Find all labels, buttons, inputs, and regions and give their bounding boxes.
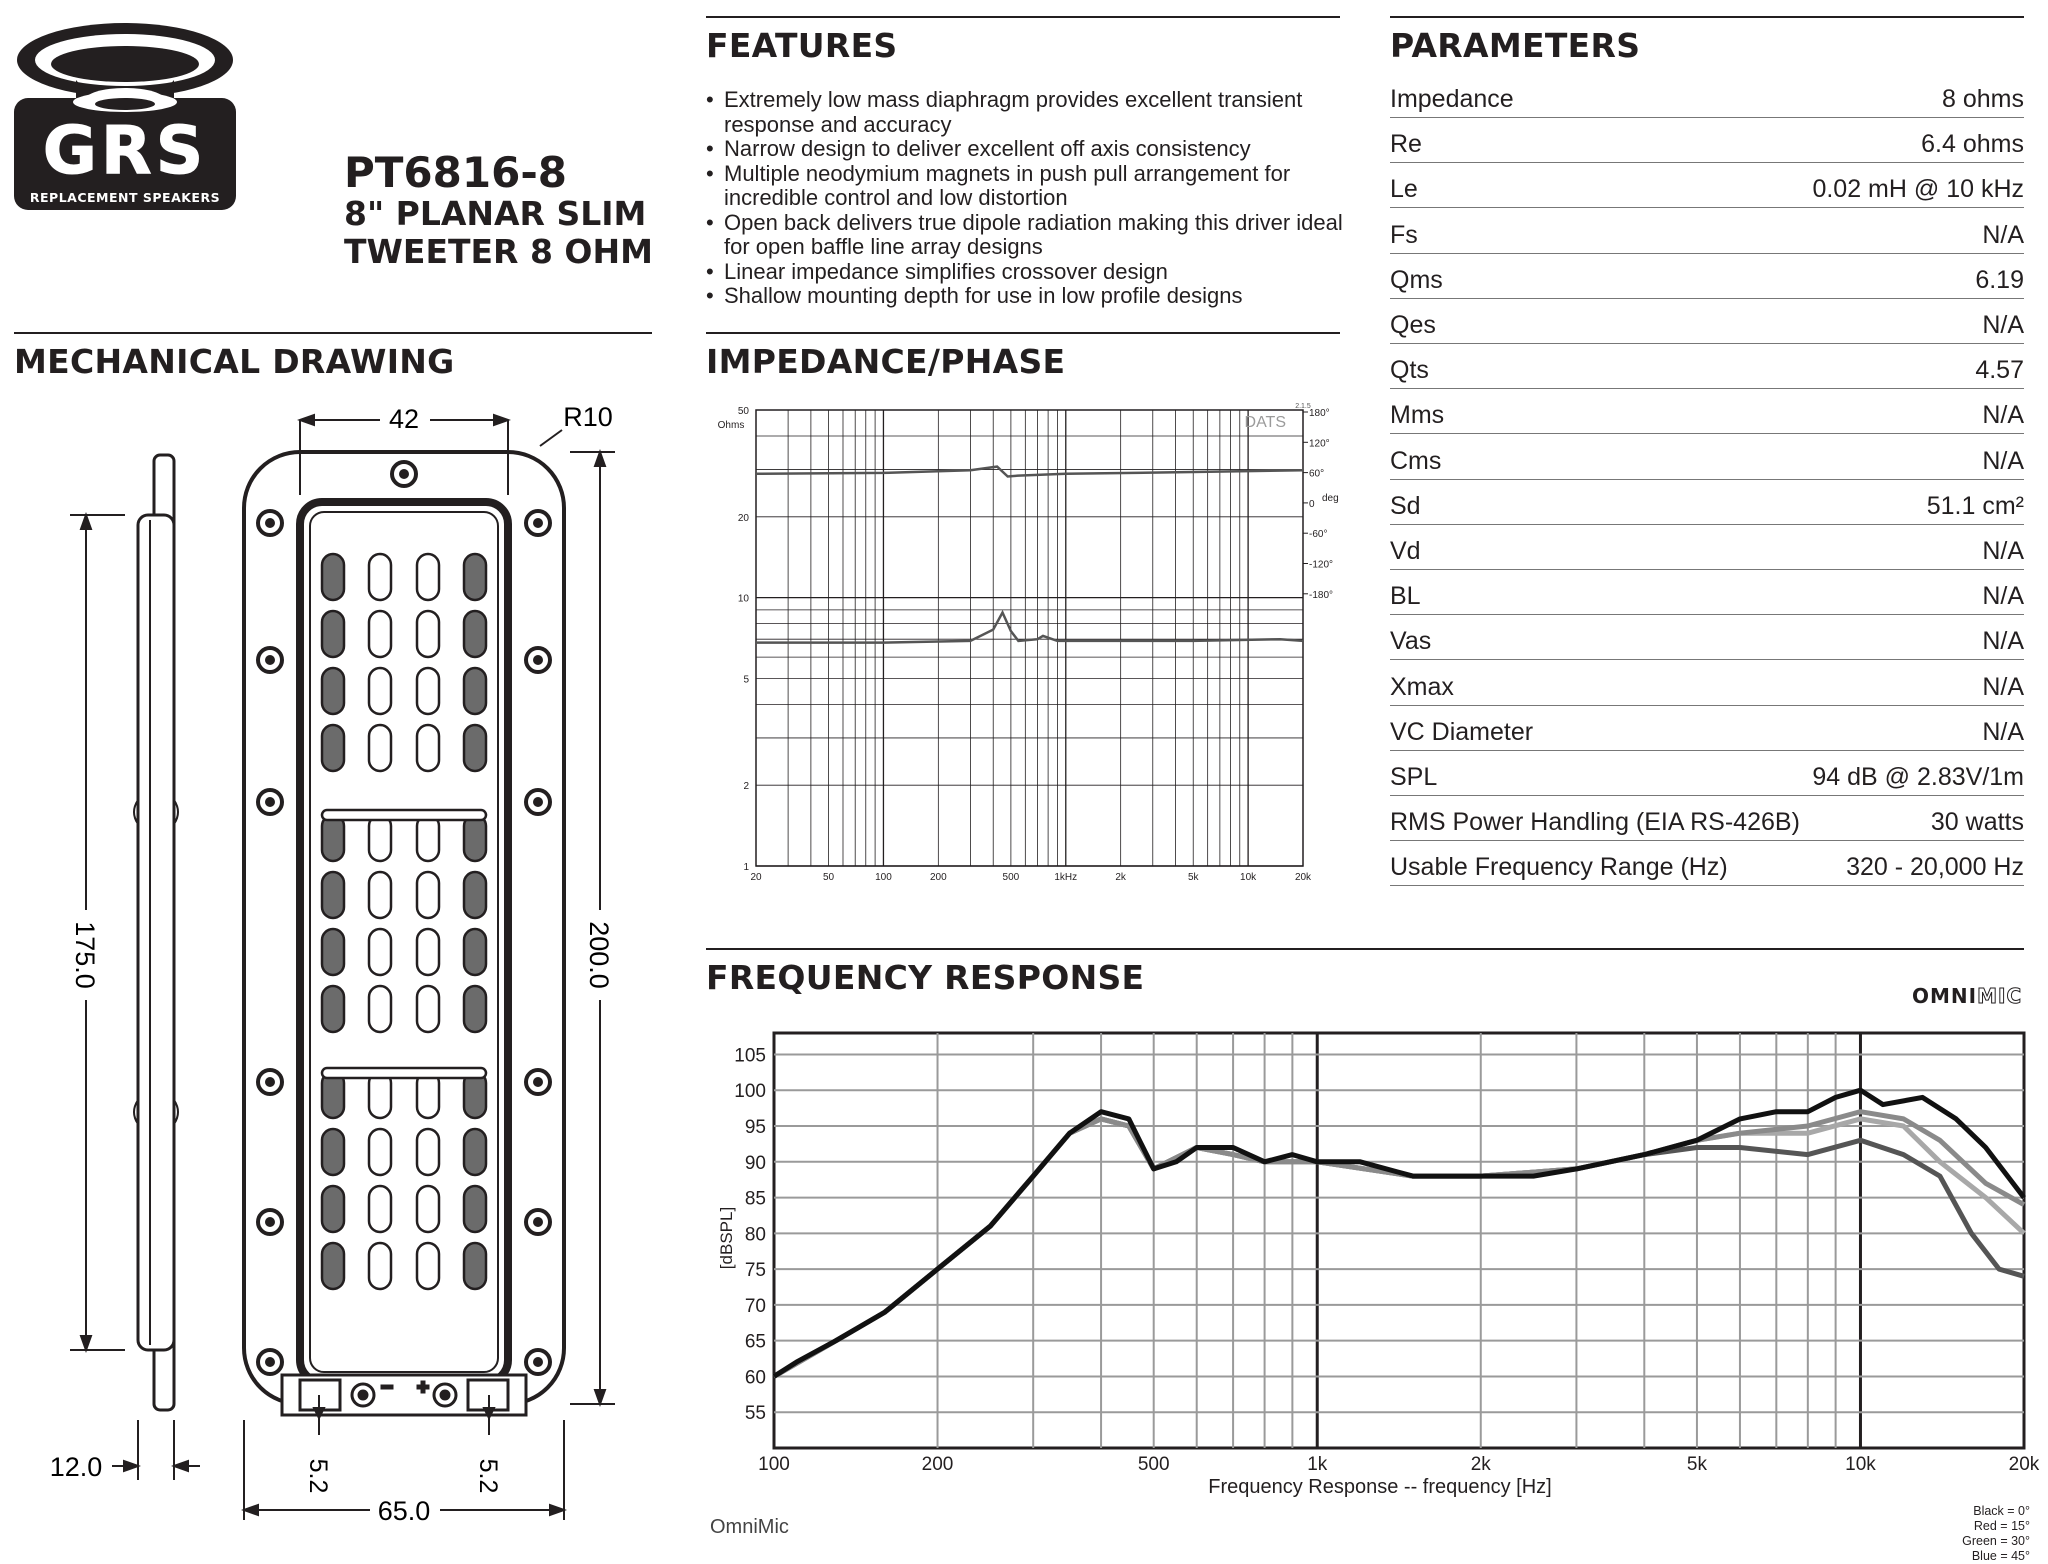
impedance-y-tick: 20 (737, 512, 749, 524)
frequency-chart (700, 1000, 2048, 1542)
parameter-label: Le (1390, 175, 1418, 204)
parameter-value: N/A (1982, 311, 2024, 339)
grille-slot (417, 1243, 439, 1289)
phase-curve (756, 467, 1303, 477)
mounting-hole-center (265, 655, 275, 665)
grs-logo (14, 20, 236, 212)
omnimic-brand-b: MIC (1977, 984, 2023, 1008)
grille-slot (417, 986, 439, 1032)
parameter-value: 320 - 20,000 Hz (1846, 853, 2024, 882)
grille-slot (464, 611, 486, 657)
grille-slot (464, 815, 486, 861)
legend-item: Red = 15° (1973, 1519, 2030, 1533)
dim-width-bottom: 65.0 (377, 1496, 431, 1526)
frequency-xlabel: Frequency Response -- frequency [Hz] (1208, 1476, 1552, 1498)
dim-height-outer: 200.0 (584, 921, 614, 989)
parameter-row (1390, 711, 2024, 751)
phase-y-tick: -120° (1309, 559, 1334, 571)
impedance-y-tick: 10 (737, 593, 749, 605)
grille-slot (464, 986, 486, 1032)
mounting-hole-center (533, 1077, 543, 1087)
grille-slot (464, 1129, 486, 1175)
impedance-y-tick: 2 (743, 781, 749, 793)
parameter-value: N/A (1982, 582, 2024, 611)
mounting-hole-center (533, 797, 543, 807)
parameter-value: 8 ohms (1942, 85, 2024, 113)
impedance-unit-left: Ohms (717, 420, 745, 431)
mechanical-heading: MECHANICAL DRAWING (14, 342, 455, 381)
grille-slot (417, 872, 439, 918)
impedance-rule (706, 332, 1340, 334)
grille-slot (464, 872, 486, 918)
grille-divider (322, 810, 486, 820)
legend-item: Green = 30° (1962, 1534, 2030, 1548)
impedance-curve (756, 613, 1303, 643)
feature-item: • Narrow design to deliver excellent off axis consistency (706, 137, 1346, 162)
features-heading: FEATURES (706, 26, 898, 65)
grille-slot (322, 1129, 344, 1175)
mounting-hole-center (533, 655, 543, 665)
phase-y-tick: 180° (1309, 408, 1330, 419)
grille-slot (417, 554, 439, 600)
frequency-rule (706, 948, 2024, 950)
grille-slot (417, 1129, 439, 1175)
grille-slot (464, 1243, 486, 1289)
impedance-x-tick: 100 (875, 872, 892, 883)
frequency-x-tick: 20k (2008, 1454, 2040, 1475)
frequency-ylabel: [dBSPL] (717, 1206, 736, 1270)
parameter-row (1390, 78, 2024, 118)
parameter-value: N/A (1982, 537, 2024, 565)
front-outline (244, 452, 564, 1404)
frequency-y-tick: 95 (744, 1117, 766, 1139)
grille-slot (417, 668, 439, 714)
parameter-value: N/A (1982, 672, 2024, 701)
grille-slot (369, 1243, 391, 1289)
parameter-label: Sd (1390, 491, 1421, 520)
grille-slot (464, 668, 486, 714)
grille-slot (369, 872, 391, 918)
grille-slot (322, 725, 344, 771)
parameter-row (1390, 214, 2024, 254)
parameter-value: N/A (1982, 717, 2024, 746)
dim-width-top: 42 (388, 404, 420, 434)
frequency-y-tick: 70 (744, 1295, 766, 1317)
grille-slot (417, 725, 439, 771)
grille-slot (322, 611, 344, 657)
impedance-x-tick: 50 (822, 872, 835, 883)
frequency-x-tick: 100 (758, 1454, 790, 1475)
phase-y-tick: 120° (1309, 438, 1330, 450)
parameter-label: Cms (1390, 446, 1442, 475)
mounting-hole-center (533, 1357, 543, 1367)
omnimic-brand-a: OMNI (1912, 984, 1978, 1008)
mounting-hole-center (533, 1217, 543, 1227)
frequency-x-tick: 1k (1307, 1454, 1328, 1475)
frequency-x-tick: 500 (1137, 1454, 1170, 1475)
impedance-heading: IMPEDANCE/PHASE (706, 342, 1066, 381)
parameters-rule (1390, 16, 2024, 18)
grille-slot (322, 1186, 344, 1232)
mounting-hole-center (265, 1077, 275, 1087)
frequency-y-tick: 55 (744, 1403, 766, 1425)
parameter-value: 30 watts (1930, 808, 2024, 837)
impedance-x-tick: 2k (1115, 872, 1126, 883)
mechanical-drawing (0, 400, 660, 1542)
parameter-value: 6.19 (1975, 265, 2024, 294)
parameter-label: BL (1390, 582, 1421, 611)
frequency-y-tick: 60 (744, 1367, 766, 1389)
parameter-label: Usable Frequency Range (Hz) (1390, 853, 1728, 882)
parameter-row (1390, 846, 2024, 886)
parameter-row (1390, 575, 2024, 615)
phase-y-tick: -180° (1309, 589, 1334, 601)
mechanical-rule (14, 332, 652, 334)
parameter-row (1390, 620, 2024, 660)
grille-slot (417, 929, 439, 975)
product-model: PT6816-8 (344, 148, 567, 197)
grille-slot (369, 1186, 391, 1232)
dim-height-inner: 175.0 (70, 921, 100, 989)
grille-slot (322, 929, 344, 975)
legend-item: Black = 0° (1973, 1504, 2030, 1518)
parameter-row (1390, 756, 2024, 796)
frequency-y-tick: 65 (744, 1331, 766, 1353)
impedance-unit-right: deg (1322, 493, 1339, 504)
parameter-label: Qes (1390, 311, 1436, 339)
grille-slot (369, 725, 391, 771)
parameter-row (1390, 485, 2024, 525)
mounting-hole-center (265, 797, 275, 807)
frequency-x-tick: 5k (1686, 1454, 1707, 1475)
parameter-label: Impedance (1390, 85, 1514, 113)
parameter-value: 6.4 ohms (1921, 130, 2024, 159)
parameter-label: Re (1390, 130, 1422, 159)
grille-slot (417, 815, 439, 861)
feature-item: • Linear impedance simplifies crossover design (706, 260, 1346, 285)
grille-slot (322, 554, 344, 600)
frequency-y-tick: 80 (744, 1224, 766, 1246)
impedance-x-tick: 500 (1002, 872, 1020, 883)
mounting-hole-center (265, 1357, 275, 1367)
frequency-x-tick: 10k (1845, 1454, 1876, 1475)
parameter-row (1390, 440, 2024, 480)
frequency-y-tick: 105 (734, 1045, 766, 1067)
grille-slot (369, 668, 391, 714)
parameter-label: SPL (1390, 763, 1438, 791)
grille-slot (322, 1243, 344, 1289)
parameter-value: N/A (1982, 627, 2024, 656)
grille-slot (369, 929, 391, 975)
impedance-x-tick: 1kHz (1054, 872, 1078, 883)
legend-item: Blue = 45° (1971, 1549, 2030, 1563)
frequency-x-tick: 2k (1470, 1454, 1491, 1475)
dats-version: 2.1.5 (1295, 403, 1311, 410)
impedance-plot-frame (756, 410, 1303, 866)
frequency-y-tick: 85 (744, 1188, 766, 1210)
parameter-row (1390, 123, 2024, 163)
parameter-value: 4.57 (1975, 356, 2024, 385)
frequency-y-tick: 75 (744, 1260, 766, 1282)
grille-slot (464, 554, 486, 600)
phase-y-tick: -60° (1309, 529, 1328, 541)
parameter-label: Qts (1390, 356, 1429, 385)
features-list (706, 88, 1346, 309)
grille-slot (369, 1129, 391, 1175)
impedance-y-tick: 5 (743, 674, 749, 686)
mounting-hole-center (265, 518, 275, 528)
impedance-x-tick: 20k (1294, 872, 1312, 883)
feature-item: • Multiple neodymium magnets in push pull arrangement for incredible control and low distortion (706, 162, 1346, 211)
dim-depth: 12.0 (49, 1452, 103, 1482)
parameter-row (1390, 168, 2024, 208)
dim-radius: R10 (563, 402, 613, 432)
grille-slot (369, 611, 391, 657)
parameter-label: RMS Power Handling (EIA RS-426B) (1390, 808, 1800, 837)
grille-slot (322, 872, 344, 918)
parameter-label: Xmax (1390, 672, 1454, 701)
grille-slot (464, 1186, 486, 1232)
mounting-hole-center (533, 518, 543, 528)
phase-y-tick: 60° (1309, 468, 1325, 480)
logo-subtext: REPLACEMENT SPEAKERS (29, 190, 221, 205)
parameter-value: N/A (1982, 446, 2024, 475)
parameter-value: N/A (1982, 401, 2024, 430)
feature-item: • Open back delivers true dipole radiation making this driver ideal for open baffle line array designs (706, 211, 1346, 260)
parameter-row (1390, 394, 2024, 434)
grille-slot (417, 611, 439, 657)
impedance-chart (700, 400, 1360, 890)
logo-text: GRS (42, 112, 208, 189)
frequency-y-tick: 100 (734, 1081, 766, 1103)
impedance-y-tick: 1 (743, 862, 749, 873)
mounting-hole-center (399, 469, 409, 479)
frequency-heading: FREQUENCY RESPONSE (706, 958, 1145, 997)
parameter-label: Qms (1390, 265, 1443, 294)
parameter-label: Vas (1390, 627, 1432, 656)
dats-watermark: DATS (1244, 414, 1286, 431)
parameter-row (1390, 349, 2024, 389)
mounting-hole-center (265, 1217, 275, 1227)
parameter-row (1390, 666, 2024, 706)
parameter-row (1390, 304, 2024, 344)
grille-slot (369, 815, 391, 861)
dim-term-left: 5.2 (304, 1458, 332, 1494)
parameter-label: Mms (1390, 401, 1445, 430)
parameter-row (1390, 801, 2024, 841)
grille-divider (322, 1068, 486, 1078)
grille-slot (369, 986, 391, 1032)
grille-slot (464, 929, 486, 975)
product-line-3: TWEETER 8 OHM (344, 232, 653, 271)
grille-slot (322, 815, 344, 861)
grille-slot (464, 725, 486, 771)
features-rule (706, 16, 1340, 18)
parameter-value: 0.02 mH @ 10 kHz (1812, 175, 2024, 204)
parameter-value: N/A (1982, 220, 2024, 249)
impedance-x-tick: 10k (1240, 872, 1257, 883)
impedance-x-tick: 200 (929, 872, 947, 883)
impedance-x-tick: 20 (750, 872, 762, 883)
parameter-value: 94 dB @ 2.83V/1m (1812, 763, 2024, 791)
frequency-x-tick: 200 (921, 1454, 954, 1475)
parameter-label: Fs (1390, 220, 1418, 249)
grille-slot (369, 554, 391, 600)
parameters-heading: PARAMETERS (1390, 26, 1641, 65)
frequency-y-tick: 90 (744, 1152, 766, 1174)
feature-item: • Extremely low mass diaphragm provides excellent transient response and accuracy (706, 88, 1346, 137)
dim-term-right: 5.2 (474, 1458, 502, 1494)
parameter-label: VC Diameter (1390, 717, 1534, 746)
frequency-legend (1900, 1504, 2030, 1564)
phase-y-tick: 0 (1309, 498, 1315, 510)
omnimic-footer: OmniMic (710, 1516, 789, 1538)
impedance-x-tick: 5k (1187, 872, 1199, 883)
parameter-row (1390, 259, 2024, 299)
grille-slot (322, 668, 344, 714)
product-line-2: 8" PLANAR SLIM (344, 194, 647, 233)
impedance-y-tick: 50 (737, 406, 749, 417)
feature-item: • Shallow mounting depth for use in low profile designs (706, 284, 1346, 309)
parameter-row (1390, 530, 2024, 570)
grille-slot (417, 1186, 439, 1232)
parameter-label: Vd (1390, 537, 1421, 565)
grille-slot (322, 986, 344, 1032)
side-profile (134, 455, 178, 1410)
parameter-value: 51.1 cm² (1926, 491, 2024, 520)
